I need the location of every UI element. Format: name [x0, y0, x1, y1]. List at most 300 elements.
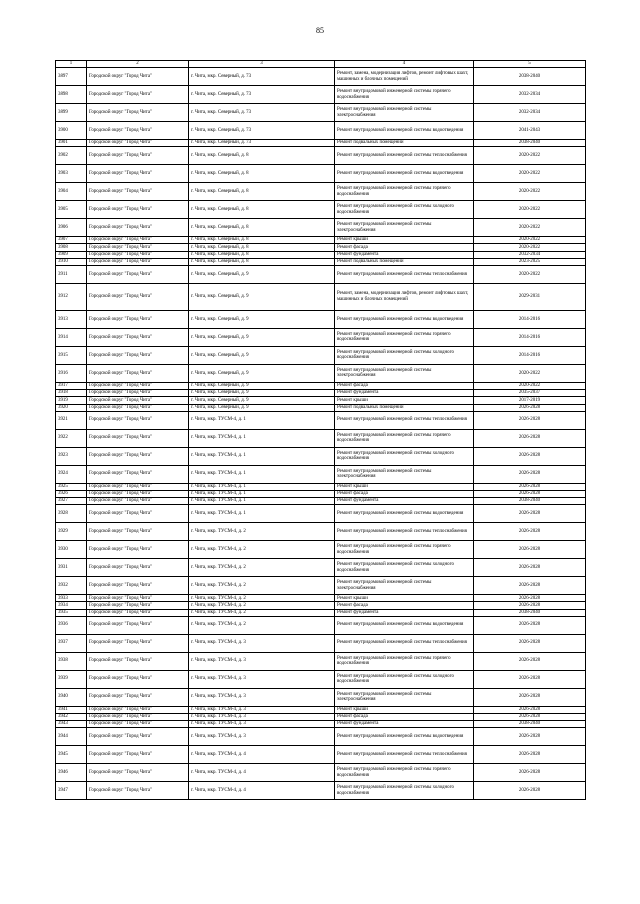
work-type-cell: Ремонт внутридомовой инженерной системы электроснабжения	[335, 465, 474, 483]
table-row	[56, 364, 586, 382]
period-cell: 2020-2022	[474, 364, 586, 382]
municipality-cell: Городской округ "Город Чита"	[87, 541, 189, 559]
work-type-cell: Ремонт внутридомовой инженерной системы водоотведения	[335, 616, 474, 634]
work-type-cell: Ремонт фундамента	[335, 498, 474, 505]
address-cell: г. Чита, мкр. ТУСМ-4, д. 1	[189, 429, 335, 447]
table-row	[56, 577, 586, 595]
address-cell: г. Чита, мкр. ТУСМ-4, д. 3	[189, 688, 335, 706]
work-type-cell: Ремонт внутридомовой инженерной системы горячего водоснабжения	[335, 86, 474, 104]
municipality-cell: Городской округ "Город Чита"	[87, 523, 189, 541]
table-row	[56, 86, 586, 104]
work-type-cell: Ремонт внутридомовой инженерной системы электроснабжения	[335, 688, 474, 706]
table-row	[56, 122, 586, 140]
municipality-cell: Городской округ "Город Чита"	[87, 201, 189, 219]
municipality-cell: Городской округ "Город Чита"	[87, 483, 189, 490]
municipality-cell: Городской округ "Город Чита"	[87, 147, 189, 165]
period-cell: 2020-2022	[474, 147, 586, 165]
table-row	[56, 165, 586, 183]
row-number: 3902	[56, 147, 87, 165]
address-cell: г. Чита, мкр. Северный, д. 9	[189, 382, 335, 389]
address-cell: г. Чита, мкр. Северный, д. 9	[189, 404, 335, 411]
work-type-cell: Ремонт внутридомовой инженерной системы горячего водоснабжения	[335, 328, 474, 346]
table-row	[56, 310, 586, 328]
work-type-cell: Ремонт фасада	[335, 714, 474, 721]
period-cell: 2041-2043	[474, 122, 586, 140]
table-row	[56, 465, 586, 483]
row-number: 3923	[56, 447, 87, 465]
municipality-cell: Городской округ "Город Чита"	[87, 219, 189, 237]
work-type-cell: Ремонт внутридомовой инженерной системы холодного водоснабжения	[335, 559, 474, 577]
row-number: 3937	[56, 634, 87, 652]
work-type-cell: Ремонт крыши	[335, 595, 474, 602]
address-cell: г. Чита, мкр. ТУСМ-4, д. 4	[189, 746, 335, 764]
period-cell: 2026-2028	[474, 505, 586, 523]
period-cell: 2026-2028	[474, 706, 586, 713]
work-type-cell: Ремонт внутридомовой инженерной системы холодного водоснабжения	[335, 782, 474, 800]
work-type-cell: Ремонт внутридомовой инженерной системы горячего водоснабжения	[335, 764, 474, 782]
work-type-cell: Ремонт внутридомовой инженерной системы холодного водоснабжения	[335, 447, 474, 465]
address-cell: г. Чита, мкр. Северный, д. 8	[189, 237, 335, 244]
header-col-3: 3	[189, 61, 335, 68]
table-row	[56, 390, 586, 397]
table-row	[56, 706, 586, 713]
table-row	[56, 447, 586, 465]
table-row	[56, 283, 586, 310]
municipality-cell: Городской округ "Город Чита"	[87, 688, 189, 706]
address-cell: г. Чита, мкр. Северный, д. 9	[189, 310, 335, 328]
municipality-cell: Городской округ "Город Чита"	[87, 68, 189, 86]
address-cell: г. Чита, мкр. Северный, д. 8	[189, 201, 335, 219]
table-row	[56, 616, 586, 634]
page-number: 85	[316, 26, 324, 35]
work-type-cell: Ремонт подвальных помещений	[335, 404, 474, 411]
repair-schedule-table	[55, 60, 586, 800]
municipality-cell: Городской округ "Город Чита"	[87, 244, 189, 251]
address-cell: г. Чита, мкр. Северный, д. 8	[189, 244, 335, 251]
row-number: 3922	[56, 429, 87, 447]
period-cell: 2026-2028	[474, 746, 586, 764]
table-row	[56, 411, 586, 429]
row-number: 3899	[56, 104, 87, 122]
work-type-cell: Ремонт фундамента	[335, 251, 474, 258]
work-type-cell: Ремонт внутридомовой инженерной системы водоотведения	[335, 505, 474, 523]
period-cell: 2038-2040	[474, 68, 586, 86]
period-cell: 2038-2040	[474, 721, 586, 728]
period-cell: 2020-2022	[474, 237, 586, 244]
address-cell: г. Чита, мкр. Северный, д. 8	[189, 183, 335, 201]
period-cell: 2038-2040	[474, 140, 586, 147]
table-row	[56, 404, 586, 411]
row-number: 3912	[56, 283, 87, 310]
municipality-cell: Городской округ "Город Чита"	[87, 465, 189, 483]
work-type-cell: Ремонт внутридомовой инженерной системы теплоснабжения	[335, 634, 474, 652]
municipality-cell: Городской округ "Город Чита"	[87, 390, 189, 397]
municipality-cell: Городской округ "Город Чита"	[87, 782, 189, 800]
period-cell: 2026-2028	[474, 602, 586, 609]
period-cell: 2023-2025	[474, 258, 586, 265]
period-cell: 2035-2037	[474, 390, 586, 397]
row-number: 3907	[56, 237, 87, 244]
table-row	[56, 265, 586, 283]
row-number: 3940	[56, 688, 87, 706]
row-number: 3904	[56, 183, 87, 201]
address-cell: г. Чита, мкр. ТУСМ-4, д. 4	[189, 764, 335, 782]
row-number: 3930	[56, 541, 87, 559]
municipality-cell: Городской округ "Город Чита"	[87, 183, 189, 201]
municipality-cell: Городской округ "Город Чита"	[87, 404, 189, 411]
municipality-cell: Городской округ "Город Чита"	[87, 721, 189, 728]
address-cell: г. Чита, мкр. ТУСМ-4, д. 1	[189, 411, 335, 429]
period-cell: 2026-2028	[474, 577, 586, 595]
municipality-cell: Городской округ "Город Чита"	[87, 634, 189, 652]
row-number: 3921	[56, 411, 87, 429]
period-cell: 2032-2034	[474, 104, 586, 122]
table-row	[56, 201, 586, 219]
row-number: 3900	[56, 122, 87, 140]
municipality-cell: Городской округ "Город Чита"	[87, 382, 189, 389]
municipality-cell: Городской округ "Город Чита"	[87, 652, 189, 670]
row-number: 3901	[56, 140, 87, 147]
address-cell: г. Чита, мкр. Северный, д. 73	[189, 122, 335, 140]
municipality-cell: Городской округ "Город Чита"	[87, 265, 189, 283]
address-cell: г. Чита, мкр. ТУСМ-4, д. 1	[189, 490, 335, 497]
address-cell: г. Чита, мкр. ТУСМ-4, д. 2	[189, 559, 335, 577]
table-row	[56, 258, 586, 265]
table-row	[56, 244, 586, 251]
municipality-cell: Городской округ "Город Чита"	[87, 490, 189, 497]
table-row	[56, 147, 586, 165]
municipality-cell: Городской округ "Город Чита"	[87, 595, 189, 602]
table-row	[56, 721, 586, 728]
address-cell: г. Чита, мкр. ТУСМ-4, д. 2	[189, 541, 335, 559]
header-col-5: 5	[474, 61, 586, 68]
municipality-cell: Городской округ "Город Чита"	[87, 258, 189, 265]
address-cell: г. Чита, мкр. ТУСМ-4, д. 1	[189, 447, 335, 465]
table-row	[56, 219, 586, 237]
address-cell: г. Чита, мкр. ТУСМ-4, д. 2	[189, 577, 335, 595]
table-row	[56, 429, 586, 447]
period-cell: 2020-2022	[474, 244, 586, 251]
period-cell: 2014-2016	[474, 310, 586, 328]
municipality-cell: Городской округ "Город Чита"	[87, 447, 189, 465]
period-cell: 2026-2028	[474, 714, 586, 721]
work-type-cell: Ремонт, замена, модернизация лифтов, ремонт лифтовых шахт, машинных и блочных помещений	[335, 283, 474, 310]
table-row	[56, 670, 586, 688]
period-cell: 2026-2028	[474, 652, 586, 670]
period-cell: 2026-2028	[474, 728, 586, 746]
period-cell: 2026-2028	[474, 541, 586, 559]
period-cell: 2014-2016	[474, 346, 586, 364]
period-cell: 2026-2028	[474, 616, 586, 634]
work-type-cell: Ремонт крыши	[335, 397, 474, 404]
period-cell: 2038-2040	[474, 609, 586, 616]
municipality-cell: Городской округ "Город Чита"	[87, 746, 189, 764]
row-number: 3929	[56, 523, 87, 541]
work-type-cell: Ремонт крыши	[335, 237, 474, 244]
municipality-cell: Городской округ "Город Чита"	[87, 346, 189, 364]
address-cell: г. Чита, мкр. ТУСМ-4, д. 2	[189, 609, 335, 616]
row-number: 3910	[56, 258, 87, 265]
municipality-cell: Городской округ "Город Чита"	[87, 86, 189, 104]
municipality-cell: Городской округ "Город Чита"	[87, 283, 189, 310]
address-cell: г. Чита, мкр. ТУСМ-4, д. 2	[189, 523, 335, 541]
address-cell: г. Чита, мкр. Северный, д. 73	[189, 86, 335, 104]
work-type-cell: Ремонт внутридомовой инженерной системы горячего водоснабжения	[335, 541, 474, 559]
row-number: 3897	[56, 68, 87, 86]
row-number: 3918	[56, 390, 87, 397]
municipality-cell: Городской округ "Город Чита"	[87, 728, 189, 746]
row-number: 3905	[56, 201, 87, 219]
work-type-cell: Ремонт внутридомовой инженерной системы водоотведения	[335, 728, 474, 746]
municipality-cell: Городской округ "Город Чита"	[87, 165, 189, 183]
municipality-cell: Городской округ "Город Чита"	[87, 328, 189, 346]
period-cell: 2026-2028	[474, 688, 586, 706]
period-cell: 2026-2028	[474, 411, 586, 429]
municipality-cell: Городской округ "Город Чита"	[87, 104, 189, 122]
row-number: 3920	[56, 404, 87, 411]
address-cell: г. Чита, мкр. ТУСМ-4, д. 1	[189, 465, 335, 483]
address-cell: г. Чита, мкр. ТУСМ-4, д. 3	[189, 706, 335, 713]
municipality-cell: Городской округ "Город Чита"	[87, 706, 189, 713]
table-row	[56, 505, 586, 523]
address-cell: г. Чита, мкр. ТУСМ-4, д. 3	[189, 670, 335, 688]
row-number: 3898	[56, 86, 87, 104]
address-cell: г. Чита, мкр. Северный, д. 9	[189, 397, 335, 404]
address-cell: г. Чита, мкр. ТУСМ-4, д. 2	[189, 616, 335, 634]
work-type-cell: Ремонт внутридомовой инженерной системы горячего водоснабжения	[335, 183, 474, 201]
period-cell: 2038-2040	[474, 498, 586, 505]
period-cell: 2020-2022	[474, 183, 586, 201]
table-row	[56, 346, 586, 364]
table-row	[56, 609, 586, 616]
work-type-cell: Ремонт фасада	[335, 382, 474, 389]
address-cell: г. Чита, мкр. Северный, д. 73	[189, 68, 335, 86]
row-number: 3913	[56, 310, 87, 328]
address-cell: г. Чита, мкр. ТУСМ-4, д. 3	[189, 714, 335, 721]
row-number: 3903	[56, 165, 87, 183]
row-number: 3932	[56, 577, 87, 595]
period-cell: 2026-2028	[474, 559, 586, 577]
row-number: 3946	[56, 764, 87, 782]
table-row	[56, 140, 586, 147]
work-type-cell: Ремонт фасада	[335, 244, 474, 251]
period-cell: 2026-2028	[474, 465, 586, 483]
municipality-cell: Городской округ "Город Чита"	[87, 577, 189, 595]
period-cell: 2026-2028	[474, 447, 586, 465]
address-cell: г. Чита, мкр. Северный, д. 9	[189, 283, 335, 310]
table-row	[56, 602, 586, 609]
address-cell: г. Чита, мкр. Северный, д. 9	[189, 328, 335, 346]
row-number: 3916	[56, 364, 87, 382]
work-type-cell: Ремонт крыши	[335, 706, 474, 713]
period-cell: 2020-2022	[474, 219, 586, 237]
table-header-row	[56, 61, 586, 68]
address-cell: г. Чита, мкр. ТУСМ-4, д. 3	[189, 721, 335, 728]
header-col-4: 4	[335, 61, 474, 68]
work-type-cell: Ремонт внутридомовой инженерной системы теплоснабжения	[335, 746, 474, 764]
period-cell: 2020-2022	[474, 265, 586, 283]
period-cell: 2026-2028	[474, 764, 586, 782]
row-number: 3931	[56, 559, 87, 577]
row-number: 3934	[56, 602, 87, 609]
period-cell: 2032-2034	[474, 86, 586, 104]
work-type-cell: Ремонт внутридомовой инженерной системы теплоснабжения	[335, 147, 474, 165]
period-cell: 2020-2022	[474, 382, 586, 389]
row-number: 3941	[56, 706, 87, 713]
address-cell: г. Чита, мкр. Северный, д. 9	[189, 364, 335, 382]
address-cell: г. Чита, мкр. Северный, д. 9	[189, 265, 335, 283]
period-cell: 2026-2028	[474, 782, 586, 800]
row-number: 3914	[56, 328, 87, 346]
work-type-cell: Ремонт, замена, модернизация лифтов, ремонт лифтовых шахт, машинных и блочных помещений	[335, 68, 474, 86]
municipality-cell: Городской округ "Город Чита"	[87, 140, 189, 147]
table-row	[56, 634, 586, 652]
period-cell: 2029-2031	[474, 283, 586, 310]
work-type-cell: Ремонт крыши	[335, 483, 474, 490]
work-type-cell: Ремонт внутридомовой инженерной системы электроснабжения	[335, 577, 474, 595]
address-cell: г. Чита, мкр. Северный, д. 8	[189, 258, 335, 265]
address-cell: г. Чита, мкр. Северный, д. 8	[189, 251, 335, 258]
period-cell: 2026-2028	[474, 595, 586, 602]
address-cell: г. Чита, мкр. Северный, д. 8	[189, 147, 335, 165]
table-row	[56, 541, 586, 559]
municipality-cell: Городской округ "Город Чита"	[87, 559, 189, 577]
table-row	[56, 652, 586, 670]
work-type-cell: Ремонт подвальных помещений	[335, 140, 474, 147]
municipality-cell: Городской округ "Город Чита"	[87, 616, 189, 634]
table-row	[56, 559, 586, 577]
work-type-cell: Ремонт фундамента	[335, 609, 474, 616]
municipality-cell: Городской округ "Город Чита"	[87, 310, 189, 328]
table-row	[56, 483, 586, 490]
row-number: 3942	[56, 714, 87, 721]
municipality-cell: Городской округ "Город Чита"	[87, 498, 189, 505]
table-row	[56, 382, 586, 389]
address-cell: г. Чита, мкр. Северный, д. 8	[189, 165, 335, 183]
work-type-cell: Ремонт внутридомовой инженерной системы электроснабжения	[335, 219, 474, 237]
period-cell: 2026-2028	[474, 523, 586, 541]
municipality-cell: Городской округ "Город Чита"	[87, 364, 189, 382]
row-number: 3927	[56, 498, 87, 505]
row-number: 3928	[56, 505, 87, 523]
municipality-cell: Городской округ "Город Чита"	[87, 670, 189, 688]
table-row	[56, 328, 586, 346]
row-number: 3908	[56, 244, 87, 251]
table-row	[56, 764, 586, 782]
row-number: 3925	[56, 483, 87, 490]
row-number: 3924	[56, 465, 87, 483]
municipality-cell: Городской округ "Город Чита"	[87, 609, 189, 616]
header-col-2: 2	[87, 61, 189, 68]
table-row	[56, 595, 586, 602]
period-cell: 2026-2028	[474, 490, 586, 497]
work-type-cell: Ремонт внутридомовой инженерной системы холодного водоснабжения	[335, 670, 474, 688]
row-number: 3938	[56, 652, 87, 670]
address-cell: г. Чита, мкр. ТУСМ-4, д. 2	[189, 602, 335, 609]
row-number: 3911	[56, 265, 87, 283]
work-type-cell: Ремонт внутридомовой инженерной системы водоотведения	[335, 122, 474, 140]
address-cell: г. Чита, мкр. ТУСМ-4, д. 1	[189, 505, 335, 523]
row-number: 3919	[56, 397, 87, 404]
row-number: 3906	[56, 219, 87, 237]
table-row	[56, 251, 586, 258]
address-cell: г. Чита, мкр. Северный, д. 73	[189, 140, 335, 147]
address-cell: г. Чита, мкр. Северный, д. 8	[189, 219, 335, 237]
row-number: 3945	[56, 746, 87, 764]
municipality-cell: Городской округ "Город Чита"	[87, 602, 189, 609]
address-cell: г. Чита, мкр. ТУСМ-4, д. 3	[189, 728, 335, 746]
table-row	[56, 714, 586, 721]
work-type-cell: Ремонт внутридомовой инженерной системы горячего водоснабжения	[335, 652, 474, 670]
municipality-cell: Городской округ "Город Чита"	[87, 251, 189, 258]
municipality-cell: Городской округ "Город Чита"	[87, 764, 189, 782]
work-type-cell: Ремонт внутридомовой инженерной системы горячего водоснабжения	[335, 429, 474, 447]
row-number: 3933	[56, 595, 87, 602]
address-cell: г. Чита, мкр. Северный, д. 73	[189, 104, 335, 122]
period-cell: 2020-2022	[474, 201, 586, 219]
row-number: 3917	[56, 382, 87, 389]
work-type-cell: Ремонт внутридомовой инженерной системы электроснабжения	[335, 104, 474, 122]
row-number: 3939	[56, 670, 87, 688]
table-row	[56, 728, 586, 746]
work-type-cell: Ремонт фасада	[335, 490, 474, 497]
period-cell: 2014-2016	[474, 328, 586, 346]
table-row	[56, 104, 586, 122]
row-number: 3926	[56, 490, 87, 497]
work-type-cell: Ремонт внутридомовой инженерной системы теплоснабжения	[335, 523, 474, 541]
work-type-cell: Ремонт подвальных помещений	[335, 258, 474, 265]
work-type-cell: Ремонт внутридомовой инженерной системы водоотведения	[335, 165, 474, 183]
table-row	[56, 746, 586, 764]
work-type-cell: Ремонт внутридомовой инженерной системы холодного водоснабжения	[335, 201, 474, 219]
work-type-cell: Ремонт внутридомовой инженерной системы электроснабжения	[335, 364, 474, 382]
work-type-cell: Ремонт внутридомовой инженерной системы теплоснабжения	[335, 411, 474, 429]
work-type-cell: Ремонт внутридомовой инженерной системы теплоснабжения	[335, 265, 474, 283]
municipality-cell: Городской округ "Город Чита"	[87, 505, 189, 523]
table-row	[56, 183, 586, 201]
period-cell: 2026-2028	[474, 483, 586, 490]
row-number: 3909	[56, 251, 87, 258]
row-number: 3947	[56, 782, 87, 800]
row-number: 3915	[56, 346, 87, 364]
row-number: 3935	[56, 609, 87, 616]
address-cell: г. Чита, мкр. ТУСМ-4, д. 2	[189, 595, 335, 602]
address-cell: г. Чита, мкр. ТУСМ-4, д. 4	[189, 782, 335, 800]
address-cell: г. Чита, мкр. Северный, д. 9	[189, 346, 335, 364]
address-cell: г. Чита, мкр. ТУСМ-4, д. 3	[189, 634, 335, 652]
table-body	[56, 68, 586, 800]
period-cell: 2026-2028	[474, 634, 586, 652]
table-row	[56, 782, 586, 800]
municipality-cell: Городской округ "Город Чита"	[87, 411, 189, 429]
period-cell: 2032-2034	[474, 251, 586, 258]
address-cell: г. Чита, мкр. ТУСМ-4, д. 1	[189, 483, 335, 490]
row-number: 3944	[56, 728, 87, 746]
address-cell: г. Чита, мкр. ТУСМ-4, д. 3	[189, 652, 335, 670]
period-cell: 2026-2028	[474, 670, 586, 688]
work-type-cell: Ремонт внутридомовой инженерной системы холодного водоснабжения	[335, 346, 474, 364]
work-type-cell: Ремонт фундамента	[335, 390, 474, 397]
table-row	[56, 68, 586, 86]
header-col-1: 1	[56, 61, 87, 68]
period-cell: 2017-2019	[474, 397, 586, 404]
work-type-cell: Ремонт фундамента	[335, 721, 474, 728]
table-row	[56, 397, 586, 404]
period-cell: 2026-2028	[474, 429, 586, 447]
row-number: 3943	[56, 721, 87, 728]
municipality-cell: Городской округ "Город Чита"	[87, 397, 189, 404]
period-cell: 2020-2022	[474, 165, 586, 183]
